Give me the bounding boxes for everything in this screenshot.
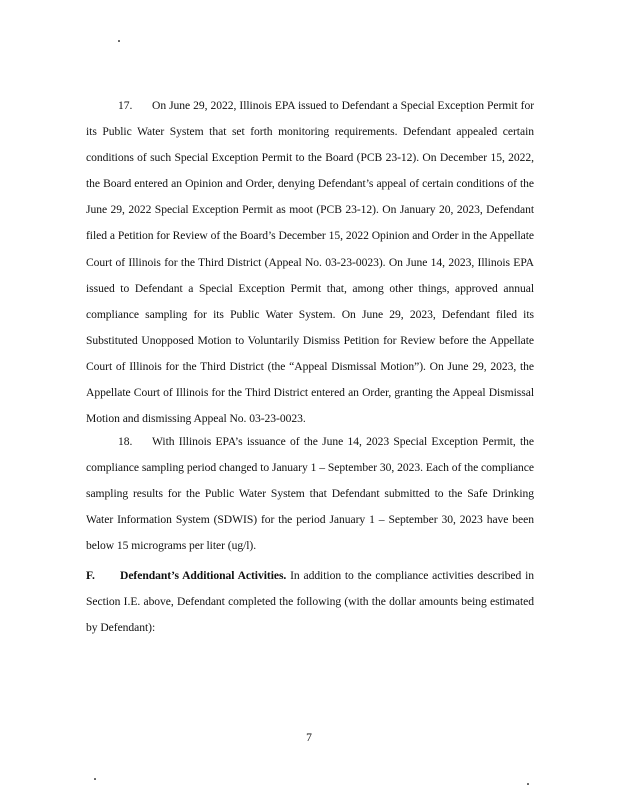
section-f xyxy=(86,563,534,641)
paragraph-number: 17. xyxy=(118,99,133,112)
scan-speck xyxy=(118,40,120,42)
page-number: 7 xyxy=(306,731,312,744)
section-heading: Defendant’s Additional Activities. xyxy=(120,569,287,582)
paragraph-text: With Illinois EPA’s issuance of the June 14, 2023 Special Exception Permit, the compliance sampling period changed to January 1 – September 30, 2023. Each of the compliance sampling results for the Public Water System that Defendant submitted to the Safe Drinking Water Information System (SDWIS) for the period January 1 – September 30, 2023 have been below 15 micrograms per liter (ug/l). xyxy=(86,435,534,553)
paragraph-number: 18. xyxy=(118,435,133,448)
paragraph-18 xyxy=(86,429,534,559)
scan-speck xyxy=(94,778,96,780)
paragraph-17 xyxy=(86,93,534,432)
section-letter: F. xyxy=(86,569,95,582)
paragraph-text: On June 29, 2022, Illinois EPA issued to Defendant a Special Exception Permit for its Public Water System that set forth monitoring requirements. Defendant appealed certain conditions of such Special Exception Permit to the Board (PCB 23-12). On December 15, 2022, the Board entered an Opinion and Order, denying Defendant’s appeal of certain conditions of the June 29, 2022 Special Exception Permit as moot (PCB 23-12). On January 20, 2023, Defendant filed a Petition for Review of the Board’s December 15, 2022 Opinion and Order in the Appellate Court of Illinois for the Third District (Appeal No. 03-23-0023). On June 14, 2023, Illinois EPA issued to Defendant a Special Exception Permit that, among other things, approved annual compliance sampling for its Public Water System. On June 29, 2023, Defendant filed its Substituted Unopposed Motion to Voluntarily Dismiss Petition for Review before the Appellate Court of Illinois for the Third District (the “Appeal Dismissal Motion”). On June 29, 2023, the Appellate Court of Illinois for the Third District entered an Order, granting the Appeal Dismissal Motion and dismissing Appeal No. 03-23-0023. xyxy=(86,99,534,426)
section-text: In addition to the compliance activities described in Section I.E. above, Defendant completed the following (with the dollar amounts being estimated by Defendant): xyxy=(86,569,534,635)
scan-speck xyxy=(527,783,529,785)
